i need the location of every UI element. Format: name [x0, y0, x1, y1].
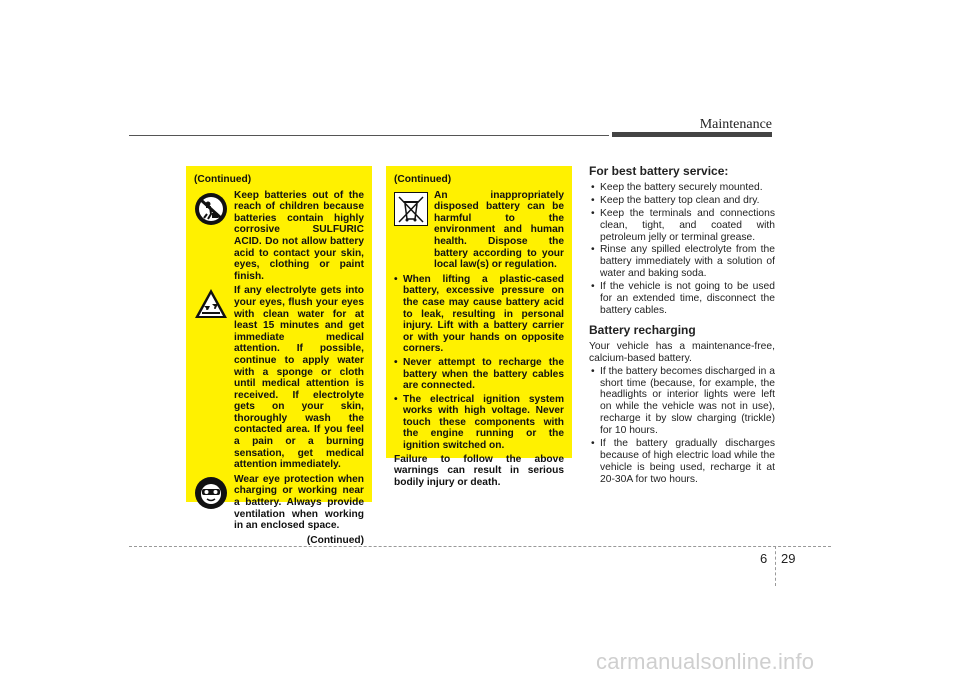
continued-label-top: (Continued) — [194, 174, 252, 185]
warning-bullet-list — [394, 274, 564, 452]
warning-item — [194, 474, 364, 532]
no-children-icon — [194, 192, 228, 226]
list-item: • Keep the battery securely mounted. — [589, 182, 775, 194]
list-item: • Keep the battery top clean and dry. — [589, 195, 775, 207]
list-item: • When lifting a plastic-cased battery, excessive pressure on the case may cause battery acid to leak, resulting in personal injury. Lift with a battery carrier or with your hands on opposite corners. — [394, 274, 564, 355]
header-rule — [129, 135, 609, 136]
crossed-bin-icon — [394, 192, 428, 226]
list-item: • If the vehicle is not going to be used for an extended time, disconnect the battery cables. — [589, 281, 775, 317]
continued-label-top: (Continued) — [394, 174, 452, 185]
header-rule-accent — [612, 132, 772, 137]
acid-hazard-icon — [194, 287, 228, 321]
eye-protection-icon — [194, 476, 228, 510]
recharging-list — [589, 366, 775, 486]
failure-warning-text: Failure to follow the above warnings can result in serious bodily injury or death. — [394, 453, 564, 488]
warning-text: If any electrolyte gets into your eyes, flush your eyes with clean water for at least 15 minutes and get immediate medical attention. If possible, continue to apply water with a sponge or cloth until medical attention is received. If electrolyte gets on your skin, thoroughly wash the contacted area. If you feel a pain or a burning sensation, get medical attention immediately. — [234, 285, 364, 471]
warning-item — [394, 190, 564, 271]
section-title: Maintenance — [699, 117, 772, 132]
best-service-list — [589, 182, 775, 317]
recharging-intro: Your vehicle has a maintenance-free, calcium-based battery. — [589, 340, 775, 364]
warning-text: An inappropriately disposed battery can be harmful to the environment and human health. Dispose the battery according to your local law(s) or regulation. — [434, 189, 564, 271]
list-item: • If the battery gradually discharges because of high electric load while the vehicle is being used, recharge it at 20-30A for two hours. — [589, 438, 775, 486]
battery-info-column — [589, 166, 775, 487]
chapter-number: 6 — [760, 551, 768, 566]
warning-text: Keep batteries out of the reach of children because batteries contain highly corrosive SULFURIC ACID. Do not allow battery acid to contact your skin, eyes, clothing or paint finish. — [234, 189, 364, 282]
warning-item — [194, 190, 364, 283]
warning-item — [194, 285, 364, 471]
continued-label-bottom: (Continued) — [306, 534, 364, 546]
footer-divider-vertical — [775, 546, 776, 586]
list-item: • The electrical ignition system works with high voltage. Never touch these components with the engine running or the ignition switched on. — [394, 394, 564, 452]
page-number: 29 — [781, 551, 796, 566]
warning-text: Wear eye protection when charging or working near a battery. Always provide ventilation when working in an enclosed space. — [234, 473, 364, 532]
list-item: • Keep the terminals and connections clean, tight, and coated with petroleum jelly or terminal grease. — [589, 208, 775, 244]
list-item: • Rinse any spilled electrolyte from the battery immediately with a solution of water and baking soda. — [589, 244, 775, 280]
warning-box-left — [186, 166, 372, 546]
footer-divider — [129, 546, 831, 547]
best-service-heading: For best battery service: — [589, 164, 729, 178]
warning-box-middle — [386, 166, 572, 488]
list-item: • Never attempt to recharge the battery when the battery cables are connected. — [394, 357, 564, 392]
recharging-heading: Battery recharging — [589, 322, 696, 337]
watermark: carmanualsonline.info — [596, 649, 815, 674]
list-item: • If the battery becomes discharged in a short time (because, for example, the headlights or interior lights were left on while the vehicle was not in use), recharge it by slow charging (trickle) for 10 hours. — [589, 366, 775, 437]
